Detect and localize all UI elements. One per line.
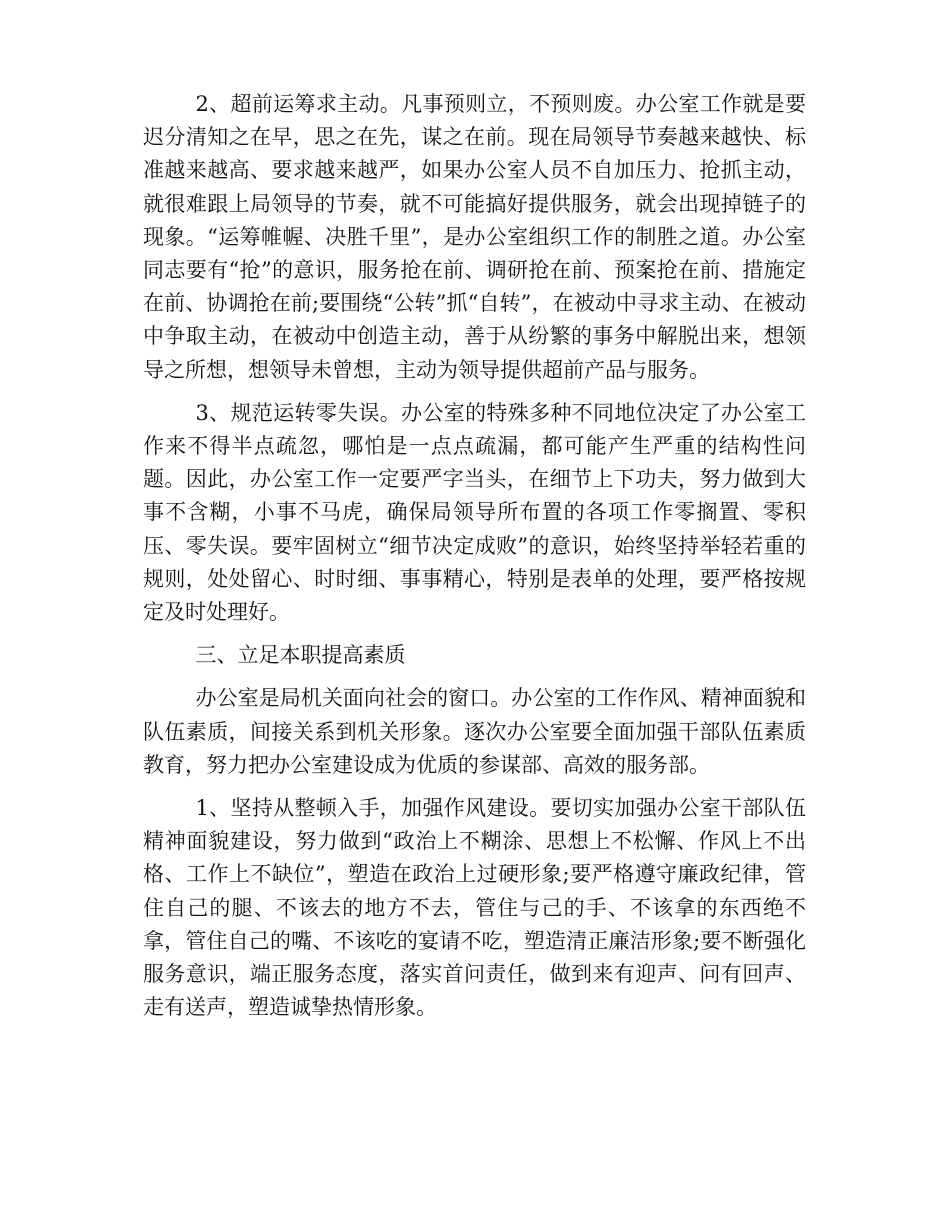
section-intro-paragraph: 办公室是局机关面向社会的窗口。办公室的工作作风、精神面貌和队伍素质，间接关系到机关形象。逐次办公室要全面加强干部队伍素质教育，努力把办公室建设成为优质的参谋部、高效的服务部。 bbox=[143, 686, 806, 777]
section-heading-3: 三、立足本职提高素质 bbox=[195, 643, 406, 668]
paragraph-item-3: 3、规范运转零失误。办公室的特殊多种不同地位决定了办公室工作来不得半点疏忽，哪怕是一点点疏漏，都可能产生严重的结构性问题。因此，办公室工作一定要严字当头，在细节上下功夫，努力做到大事不含糊，小事不马虎，确保局领导所布置的各项工作零搁置、零积压、零失误。要牢固树立“细节决定成败”的意识，始终坚持举轻若重的规则，处处留心、时时细、事事精心，特别是表单的处理，要严格按规定及时处理好。 bbox=[143, 400, 806, 625]
document-body bbox=[143, 88, 806, 1034]
paragraph-item-1: 1、坚持从整顿入手，加强作风建设。要切实加强办公室干部队伍精神面貌建设，努力做到“政治上不糊涂、思想上不松懈、作风上不出格、工作上不缺位”，塑造在政治上过硬形象;要严格遵守廉政纪律，管住自己的腿、不该去的地方不去，管住与己的手、不该拿的东西绝不拿，管住自己的嘴、不该吃的宴请不吃，塑造清正廉洁形象;要不断强化服务意识，端正服务态度，落实首问责任，做到来有迎声、问有回声、走有送声，塑造诚挚热情形象。 bbox=[143, 796, 806, 1020]
paragraph-item-2: 2、超前运筹求主动。凡事预则立，不预则废。办公室工作就是要迟分清知之在早，思之在先，谋之在前。现在局领导节奏越来越快、标准越来越高、要求越来越严，如果办公室人员不自加压力、抢抓主动，就很难跟上局领导的节奏，就不可能搞好提供服务，就会出现掉链子的现象。“运筹帷幄、决胜千里”，是办公室组织工作的制胜之道。办公室同志要有“抢”的意识，服务抢在前、调研抢在前、预案抢在前、措施定在前、协调抢在前;要围绕“公转”抓“自转”，在被动中寻求主动、在被动中争取主动，在被动中创造主动，善于从纷繁的事务中解脱出来，想领导之所想，想领导未曾想，主动为领导提供超前产品与服务。 bbox=[143, 92, 806, 382]
